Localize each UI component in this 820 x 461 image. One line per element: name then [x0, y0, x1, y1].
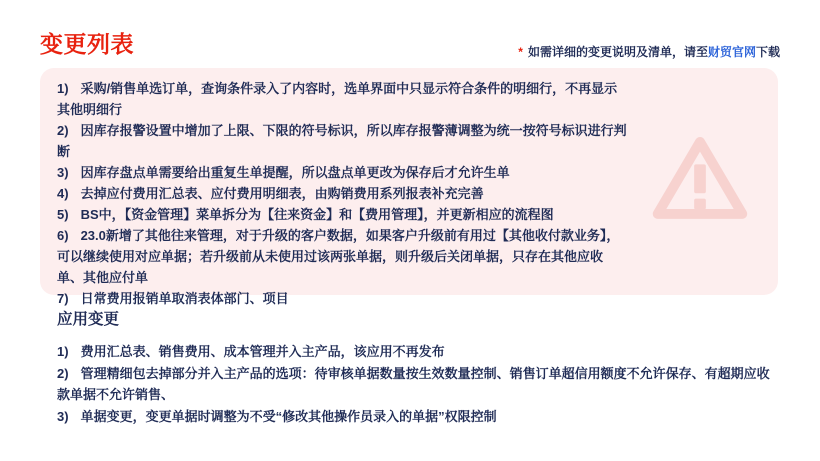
- item-number: 3): [57, 408, 69, 424]
- app-change-item: [57, 341, 778, 363]
- item-number: 5): [57, 207, 69, 222]
- item-text: 23.0新增了其他往来管理，对于升级的客户数据，如果客户升级前有用过【其他收付款业务】，可以继续使用对应单据；若升级前从未使用过该两张单据，则升级后关闭单据，只存在其他应收单、其他应付单: [57, 228, 620, 285]
- item-text: 费用汇总表、销售费用、成本管理并入主产品，该应用不再发布: [80, 344, 445, 359]
- section-heading: 应用变更: [57, 311, 120, 328]
- item-text: 日常费用报销单取消表体部门、项目: [80, 291, 289, 306]
- app-changes-section: [57, 311, 778, 427]
- item-number: 1): [57, 81, 69, 96]
- warning-triangle-icon: [646, 130, 754, 224]
- item-text: 因库存报警设置中增加了上限、下限的符号标识，所以库存报警薄调整为统一按符号标识进行判断: [57, 123, 627, 159]
- change-item: [57, 183, 628, 204]
- change-item: [57, 120, 628, 162]
- change-item: [57, 204, 628, 225]
- item-text: BS中，【资金管理】菜单拆分为【往来资金】和【费用管理】，并更新相应的流程图: [80, 207, 554, 222]
- required-asterisk: *: [518, 45, 523, 59]
- note-text-after: 下载: [755, 45, 780, 59]
- item-text: 单据变更，变更单据时调整为不受“修改其他操作员录入的单据”权限控制: [80, 408, 497, 424]
- download-note: [518, 43, 780, 60]
- item-number: 4): [57, 186, 69, 201]
- app-change-item: [57, 363, 778, 406]
- item-text: 采购/销售单选订单，查询条件录入了内容时，选单界面中只显示符合条件的明细行，不再显示其他明细行: [57, 81, 618, 117]
- item-text: 管理精细包去掉部分并入主产品的选项：待审核单据数量按生效数量控制、销售订单超信用额度不允许保存、有超期应收款单据不允许销售、: [57, 365, 770, 402]
- change-item: [57, 78, 628, 120]
- portal-link[interactable]: 财贸官网: [707, 45, 756, 59]
- item-number: 3): [57, 165, 69, 180]
- change-item: [57, 288, 628, 309]
- change-item: [57, 162, 628, 183]
- item-text: 因库存盘点单需要给出重复生单提醒，所以盘点单更改为保存后才允许生单: [80, 165, 510, 180]
- item-number: 2): [57, 365, 69, 381]
- change-item: [57, 225, 628, 288]
- app-change-item: [57, 406, 778, 428]
- change-list-panel: [40, 68, 778, 306]
- item-number: 7): [57, 291, 69, 306]
- page-title: 变更列表: [40, 31, 134, 57]
- item-number: 6): [57, 228, 69, 243]
- item-number: 2): [57, 123, 69, 138]
- item-number: 1): [57, 344, 69, 359]
- note-text-before: 如需详细的变更说明及清单，请至: [527, 45, 708, 59]
- item-text: 去掉应付费用汇总表、应付费用明细表，由购销费用系列报表补充完善: [80, 186, 484, 201]
